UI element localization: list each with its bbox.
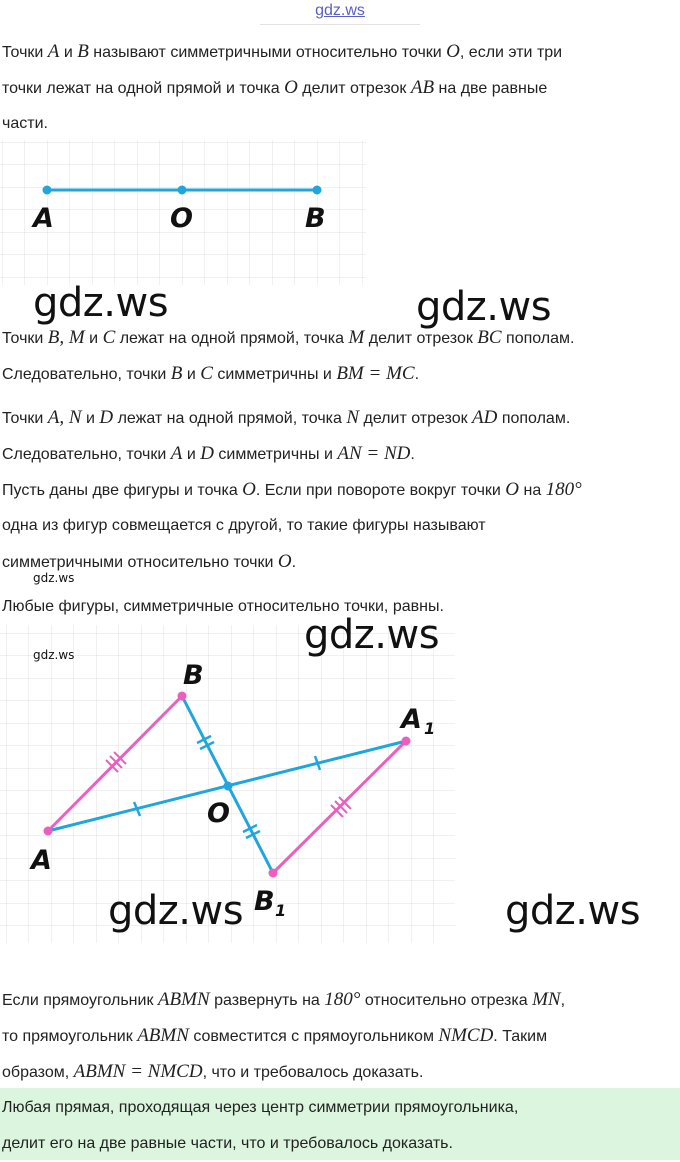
point-b xyxy=(178,692,187,701)
label-a1: A xyxy=(401,704,422,735)
figure-segment-ab xyxy=(0,140,370,290)
watermark: gdz.ws xyxy=(416,284,552,330)
paragraph-6-line-3: образом, ABMN = NMCD, что и требовалось доказать. xyxy=(2,1061,424,1082)
paragraph-5-line-1: Любые фигуры, симметричные относительно точки, равны. xyxy=(2,598,444,615)
watermark: gdz.ws xyxy=(108,888,244,934)
point-a xyxy=(43,186,52,195)
paragraph-4-line-2: одна из фигур совмещается с другой, то такие фигуры называют xyxy=(2,517,486,534)
watermark-small: gdz.ws xyxy=(33,648,75,662)
label-b1: B xyxy=(254,886,275,917)
point-b1 xyxy=(269,869,278,878)
point-b xyxy=(313,186,322,195)
paragraph-3-line-2: Следовательно, точки A и D симметричны и AN = ND. xyxy=(2,443,415,464)
paragraph-2-line-2: Следовательно, точки B и C симметричны и BM = MC. xyxy=(2,363,420,384)
label-a1-subscript: 1 xyxy=(424,719,436,738)
label-b: B xyxy=(183,660,204,691)
paragraph-7-line-2: делит его на две равные части, что и требовалось доказать. xyxy=(2,1135,453,1152)
label-a: A xyxy=(31,845,52,876)
point-o xyxy=(224,782,233,791)
header-divider xyxy=(260,24,420,25)
paragraph-2-line-1: Точки B, M и C лежат на одной прямой, точка M делит отрезок BC пополам. xyxy=(2,327,575,348)
paragraph-1-line-3: части. xyxy=(2,115,48,132)
watermark: gdz.ws xyxy=(505,888,641,934)
label-o: O xyxy=(170,203,193,234)
point-o xyxy=(178,186,187,195)
paragraph-7-line-1: Любая прямая, проходящая через центр симметрии прямоугольника, xyxy=(2,1099,519,1116)
label-b1-subscript: 1 xyxy=(275,901,287,920)
paragraph-4-line-3: симметричными относительно точки O. xyxy=(2,551,297,572)
watermark-small: gdz.ws xyxy=(33,571,75,585)
site-link[interactable]: gdz.ws xyxy=(315,2,365,19)
paragraph-1-line-2: точки лежат на одной прямой и точка O делит отрезок AB на две равные xyxy=(2,77,548,98)
label-o: O xyxy=(207,798,230,829)
point-a1 xyxy=(402,737,411,746)
label-b: B xyxy=(305,203,326,234)
point-a xyxy=(44,827,53,836)
paragraph-3-line-1: Точки A, N и D лежат на одной прямой, точка N делит отрезок AD пополам. xyxy=(2,407,571,428)
paragraph-6-line-2: то прямоугольник ABMN совместится с прямоугольником NMCD. Таким xyxy=(2,1025,548,1046)
label-a: A xyxy=(33,203,54,234)
paragraph-1-line-1: Точки A и B называют симметричными относительно точки O, если эти три xyxy=(2,41,563,62)
watermark: gdz.ws xyxy=(304,612,440,658)
watermark: gdz.ws xyxy=(33,280,169,326)
paragraph-4-line-1: Пусть даны две фигуры и точка O. Если при повороте вокруг точки O на 180° xyxy=(2,479,582,500)
paragraph-6-line-1: Если прямоугольник ABMN развернуть на 180° относительно отрезка MN, xyxy=(2,989,566,1010)
